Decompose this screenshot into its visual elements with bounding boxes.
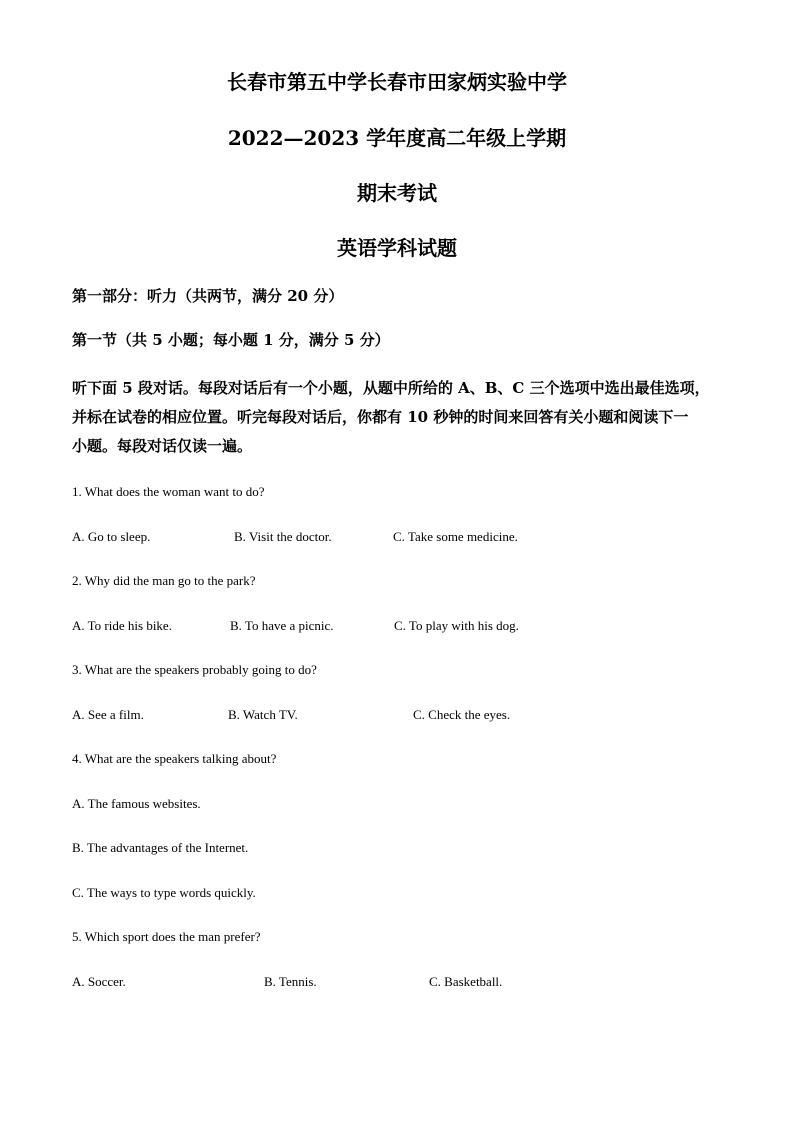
question-3-option-b: B. Watch TV.: [228, 707, 298, 722]
subject-title: 英语学科试题: [337, 236, 457, 260]
instruction-line: 听下面 5 段对话。每段对话后有一个小题，从题中所给的 A、B、C 三个选项中选出最佳选项，: [72, 379, 710, 397]
instruction-line: 并标在试卷的相应位置。听完每段对话后，你都有 10 秒钟的时间来回答有关小题和阅读下一: [72, 408, 689, 426]
question-3-option-a: A. See a film.: [72, 707, 144, 722]
question-2-option-b: B. To have a picnic.: [230, 618, 334, 633]
question-1-option-c: C. Take some medicine.: [393, 529, 518, 544]
question-1-option-b: B. Visit the doctor.: [234, 529, 332, 544]
question-4-option-b: B. The advantages of the Internet.: [72, 840, 249, 855]
question-5: 5. Which sport does the man prefer?: [72, 929, 261, 944]
question-4-option-c: C. The ways to type words quickly.: [72, 885, 256, 900]
section-heading: 第一节（共 5 小题；每小题 1 分，满分 5 分）: [72, 331, 390, 349]
question-2: 2. Why did the man go to the park?: [72, 573, 256, 588]
question-1: 1. What does the woman want to do?: [72, 484, 265, 499]
question-2-option-a: A. To ride his bike.: [72, 618, 172, 633]
part-heading: 第一部分：听力（共两节，满分 20 分）: [72, 287, 344, 305]
question-5-option-c: C. Basketball.: [429, 974, 503, 989]
question-3: 3. What are the speakers probably going to do?: [72, 662, 317, 677]
question-5-option-b: B. Tennis.: [264, 974, 317, 989]
question-2-option-c: C. To play with his dog.: [394, 618, 519, 633]
question-5-option-a: A. Soccer.: [72, 974, 126, 989]
listening-instructions: [72, 374, 732, 461]
question-3-option-c: C. Check the eyes.: [413, 707, 511, 722]
question-1-option-a: A. Go to sleep.: [72, 529, 151, 544]
question-4: 4. What are the speakers talking about?: [72, 751, 277, 766]
instruction-line: 小题。每段对话仅读一遍。: [72, 437, 253, 455]
question-4-option-a: A. The famous websites.: [72, 796, 201, 811]
exam-name: 期末考试: [357, 181, 437, 205]
academic-term: 2022—2023 学年度高二年级上学期: [227, 126, 567, 150]
school-name: 长春市第五中学长春市田家炳实验中学: [227, 70, 567, 94]
